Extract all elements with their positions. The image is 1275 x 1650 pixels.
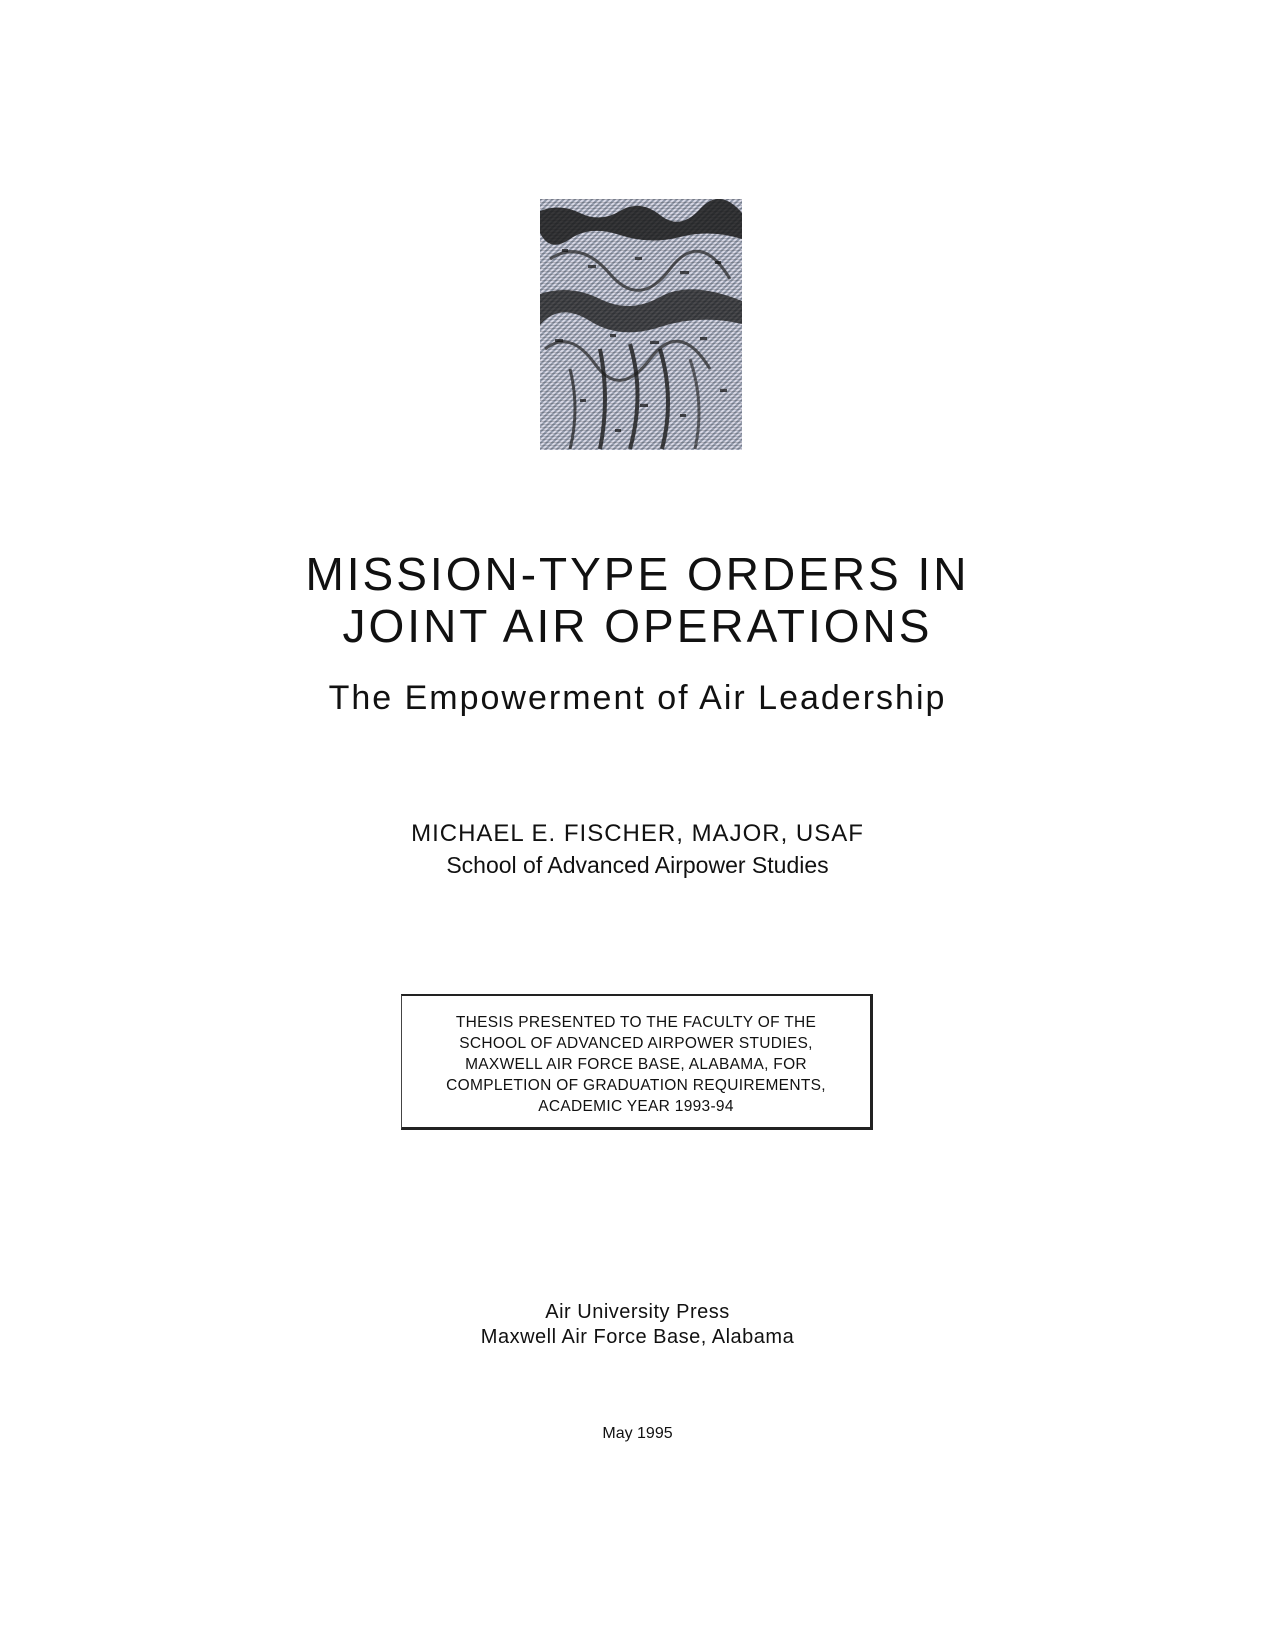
thesis-line: SCHOOL OF ADVANCED AIRPOWER STUDIES, (459, 1035, 813, 1052)
document-title (0, 548, 1275, 652)
author-name: MICHAEL E. FISCHER, MAJOR, USAF (411, 820, 864, 847)
thesis-line: COMPLETION OF GRADUATION REQUIREMENTS, (446, 1077, 826, 1094)
publisher-name: Air University Press (545, 1301, 730, 1323)
document-subtitle: The Empowerment of Air Leadership (328, 679, 947, 717)
cover-illustration (540, 199, 742, 450)
thesis-line: MAXWELL AIR FORCE BASE, ALABAMA, FOR (465, 1056, 807, 1073)
author-affiliation: School of Advanced Airpower Studies (446, 852, 829, 878)
publisher-location: Maxwell Air Force Base, Alabama (480, 1326, 795, 1348)
thesis-line: THESIS PRESENTED TO THE FACULTY OF THE (455, 1014, 817, 1031)
thesis-statement-box (401, 994, 873, 1130)
title-line-1: MISSION-TYPE ORDERS IN (305, 548, 970, 600)
publication-date: May 1995 (602, 1425, 673, 1442)
thesis-line: ACADEMIC YEAR 1993-94 (538, 1098, 734, 1115)
title-line-2: JOINT AIR OPERATIONS (342, 600, 933, 652)
